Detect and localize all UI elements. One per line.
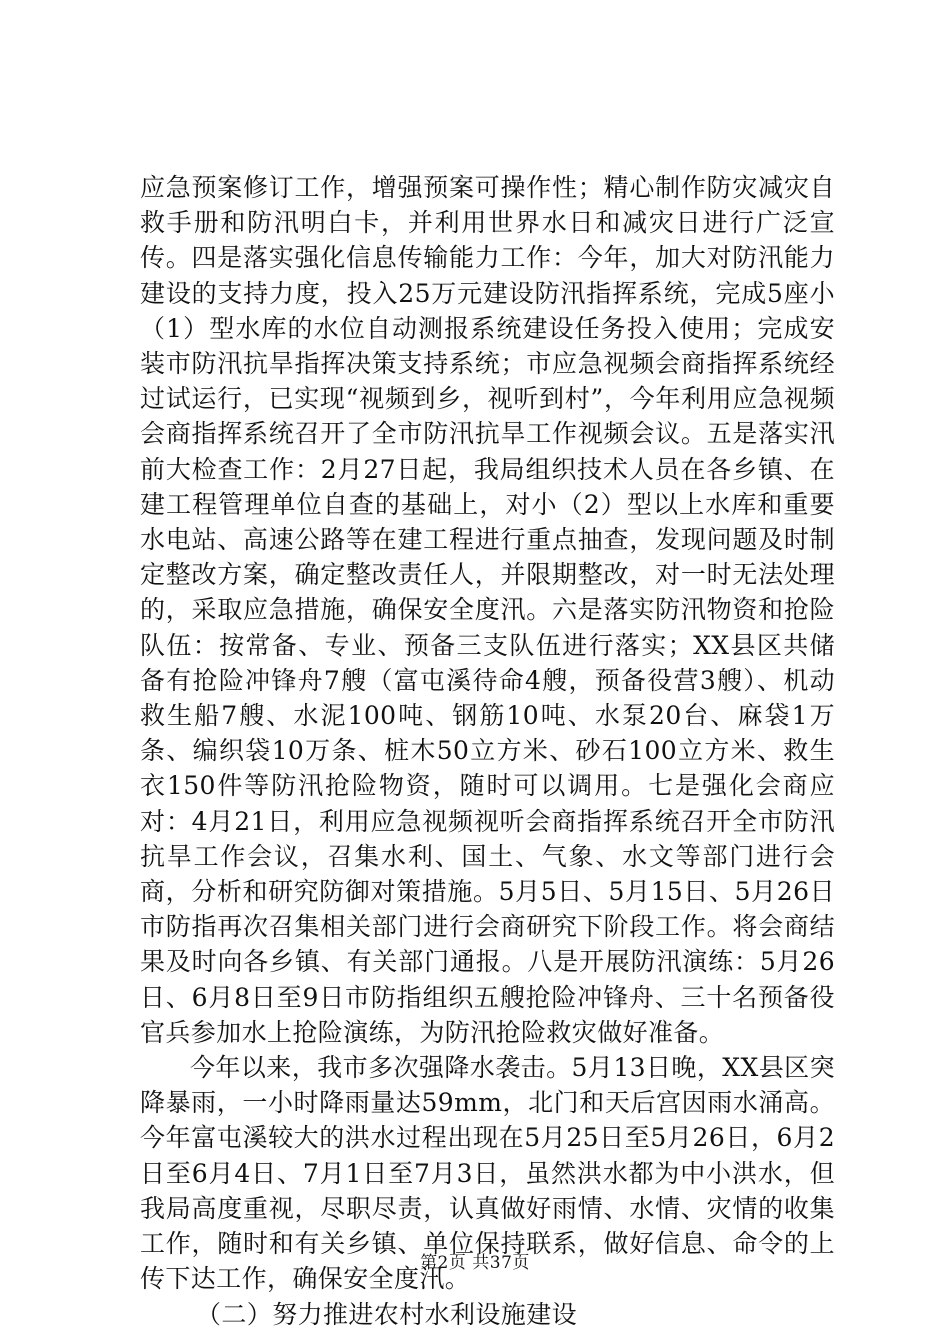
document-body — [140, 170, 835, 1332]
paragraph-rainfall: 今年以来，我市多次强降水袭击。5月13日晚，XX县区突降暴雨，一小时降雨量达59mm，北门和天后宫因雨水涌高。今年富屯溪较大的洪水过程出现在5月25日至5月26日，6月2日至6月4日、7月1日至7月3日，虽然洪水都为中小洪水，但我局高度重视，尽职尽责，认真做好雨情、水情、灾情的收集工作，随时和有关乡镇、单位保持联系，做好信息、命令的上传下达工作，确保安全度汛。 — [140, 1053, 835, 1294]
section-heading: （二）努力推进农村水利设施建设 — [196, 1299, 578, 1329]
page-footer: 第2页 共37页 — [420, 1253, 530, 1273]
paragraph-continued: 应急预案修订工作，增强预案可操作性；精心制作防灾减灾自救手册和防汛明白卡，并利用世界水日和减灾日进行广泛宣传。四是落实强化信息传输能力工作：今年，加大对防汛能力建设的支持力度，投入25万元建设防汛指挥系统，完成5座小（1）型水库的水位自动测报系统建设任务投入使用；完成安装市防汛抗旱指挥决策支持系统；市应急视频会商指挥系统经过试运行，已实现“视频到乡，视听到村”，今年利用应急视频会商指挥系统召开了全市防汛抗旱工作视频会议。五是落实汛前大检查工作：2月27日起，我局组织技术人员在各乡镇、在建工程管理单位自查的基础上，对小（2）型以上水库和重要水电站、高速公路等在建工程进行重点抽查，发现问题及时制定整改方案，确定整改责任人，并限期整改，对一时无法处理的，采取应急措施，确保安全度汛。六是落实防汛物资和抢险队伍：按常备、专业、预备三支队伍进行落实；XX县区共储备有抢险冲锋舟7艘（富屯溪待命4艘，预备役营3艘）、机动救生船7艘、水泥100吨、钢筋10吨、水泵20台、麻袋1万条、编织袋10万条、桩木50立方米、砂石100立方米、救生衣150件等防汛抢险物资，随时可以调用。七是强化会商应对：4月21日，利用应急视频视听会商指挥系统召开全市防汛抗旱工作会议，召集水利、国土、气象、水文等部门进行会商，分析和研究防御对策措施。5月5日、5月15日、5月26日市防指再次召集相关部门进行会商研究下阶段工作。将会商结果及时向各乡镇、有关部门通报。八是开展防汛演练：5月26日、6月8日至9日市防指组织五艘抢险冲锋舟、三十名预备役官兵参加水上抢险演练，为防汛抢险救灾做好准备。 — [140, 173, 835, 1047]
